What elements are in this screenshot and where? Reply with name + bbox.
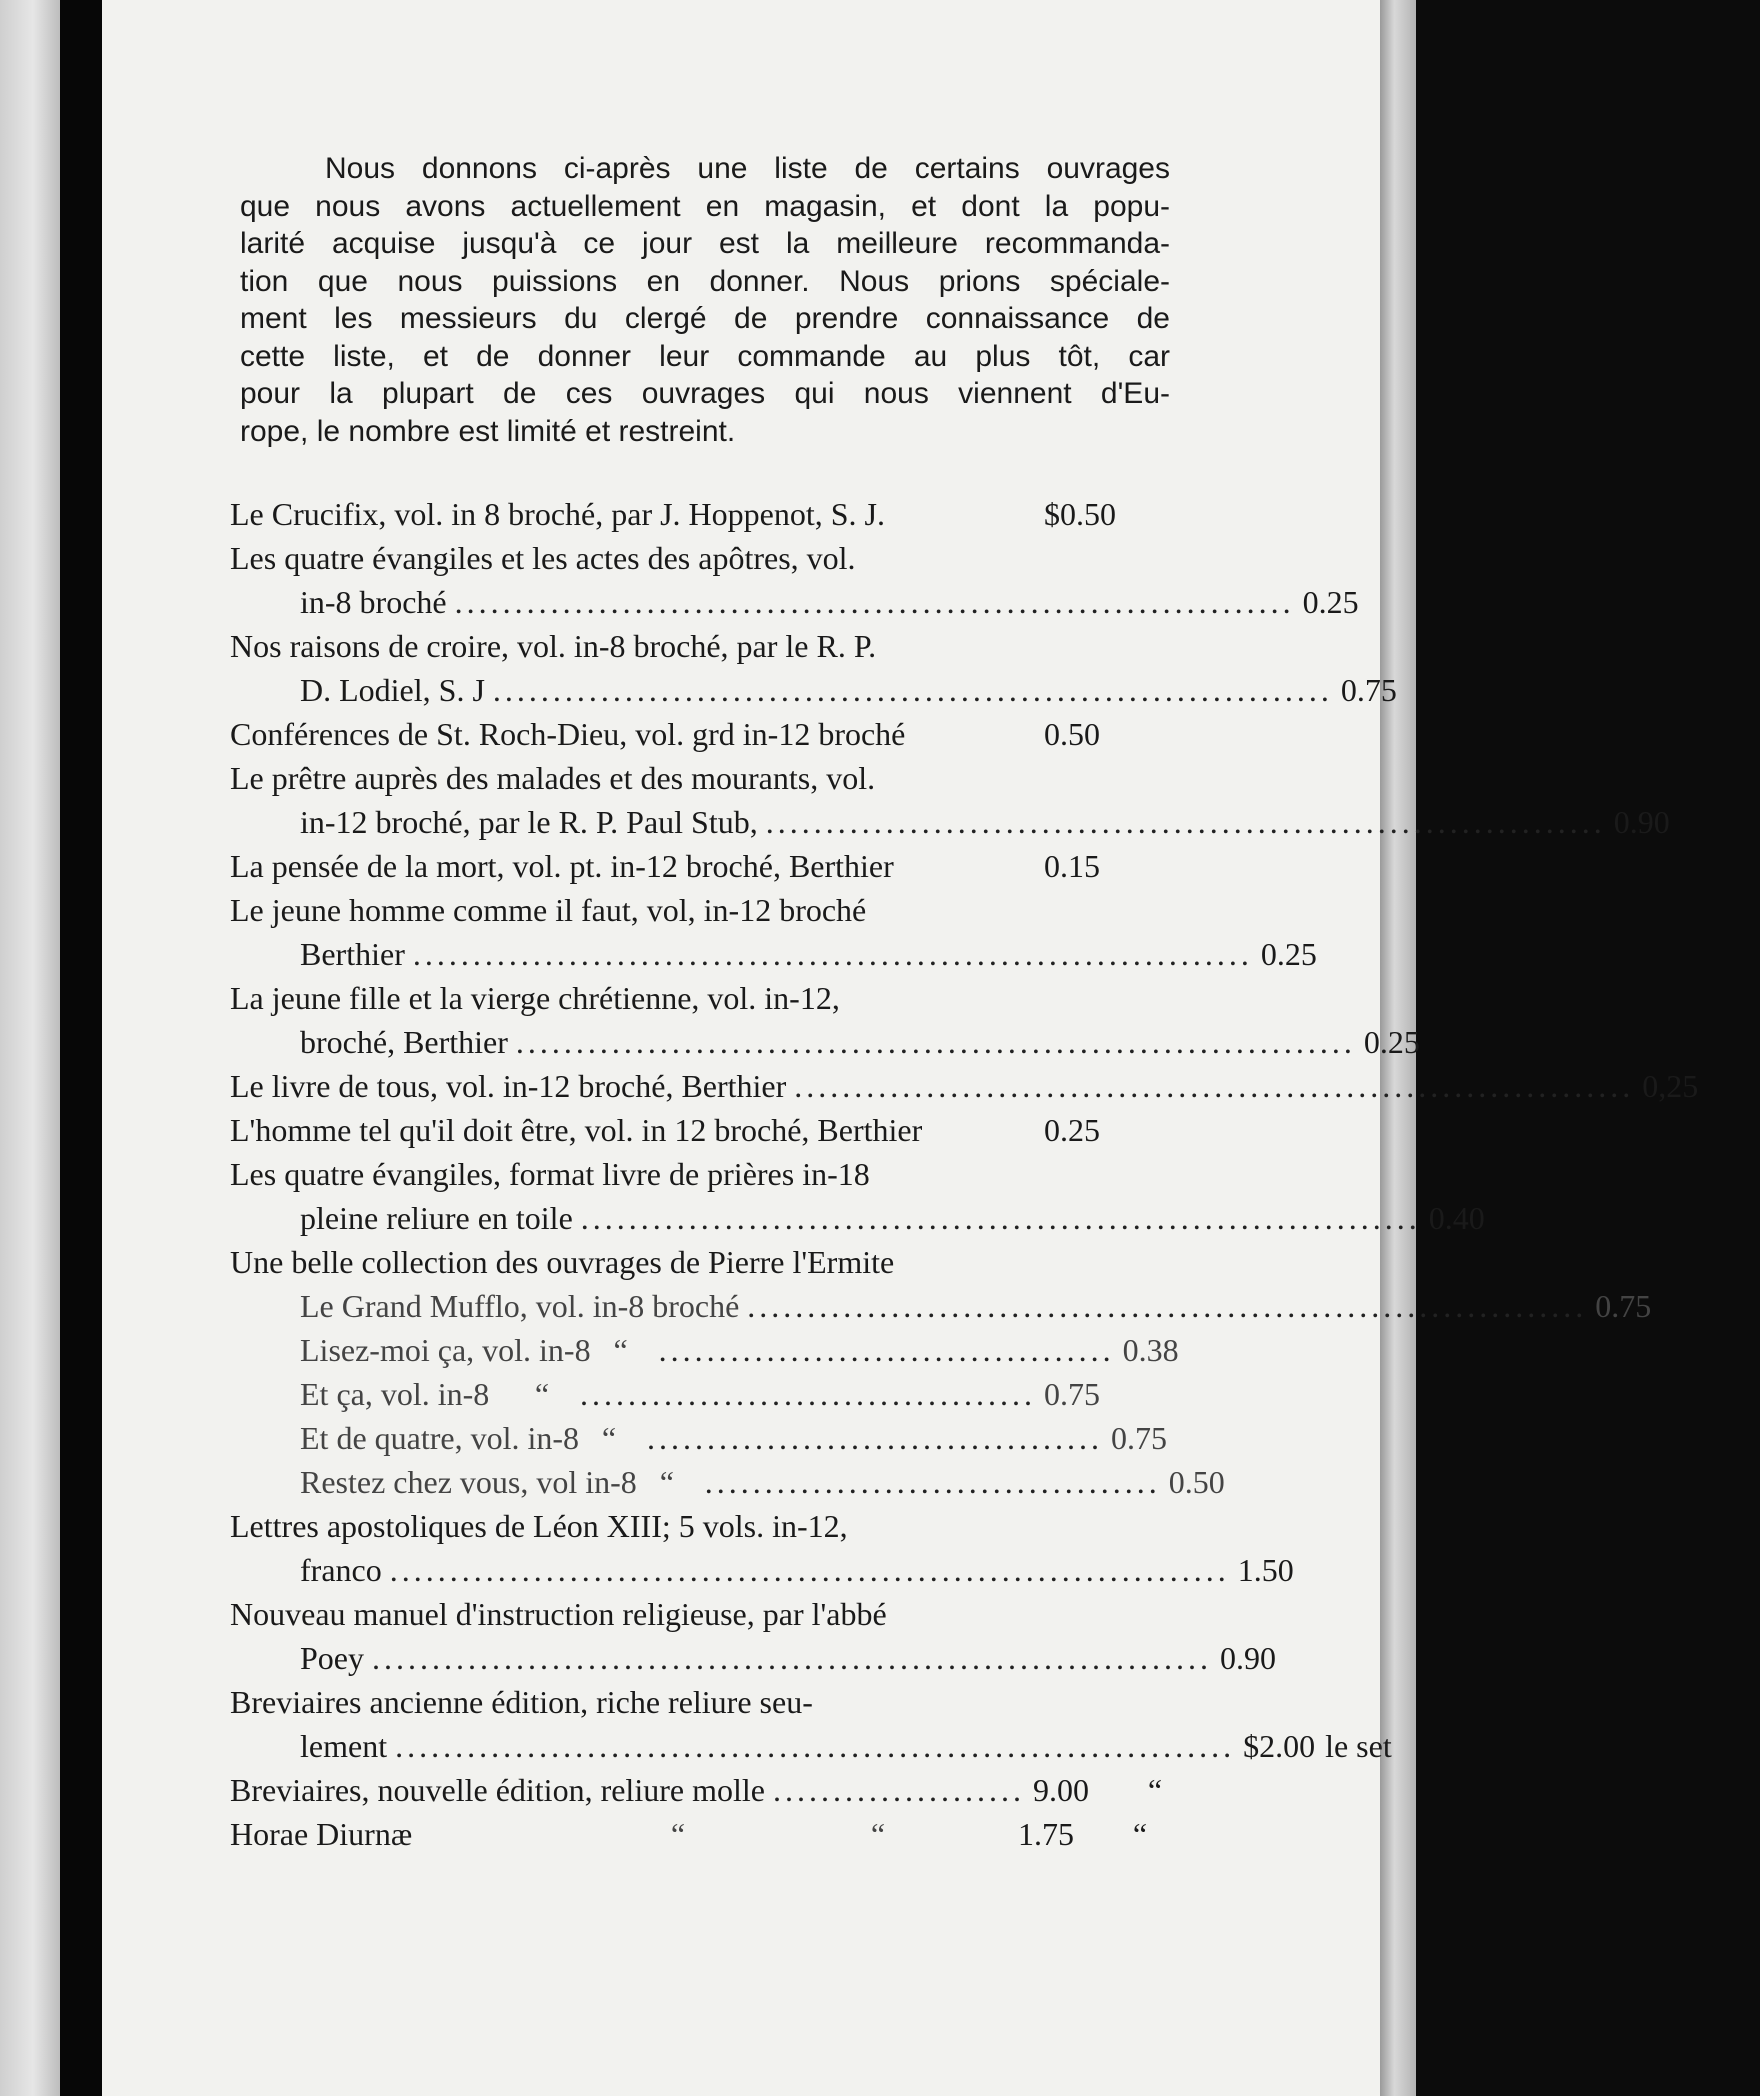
collection-item xyxy=(230,1416,1168,1460)
item-price: 0.38 xyxy=(1122,1332,1179,1368)
list-item xyxy=(230,712,1162,756)
item-price: $0.50 xyxy=(1044,496,1116,532)
leader-dots: ..................... xyxy=(772,1772,1025,1808)
leader-dots: ...................................................................... xyxy=(395,1728,1236,1764)
item-title: Breviaires, nouvelle édition, reliure molle xyxy=(230,1772,765,1808)
intro-paragraph xyxy=(240,150,1170,450)
item-title: Le livre de tous, vol. in-12 broché, Berthier xyxy=(230,1068,787,1104)
collection-item xyxy=(230,1372,1162,1416)
item-title: L'homme tel qu'il doit être, vol. in 12 broché, Berthier xyxy=(230,1112,923,1148)
item-title: Breviaires ancienne édition, riche reliure seu- xyxy=(230,1684,813,1720)
item-price: 0.25 xyxy=(1260,936,1317,972)
item-price: 0.15 xyxy=(1044,848,1100,884)
list-item xyxy=(230,1812,1162,1856)
item-title: Conférences de St. Roch-Dieu, vol. grd in-12 broché xyxy=(230,716,906,752)
list-item xyxy=(230,1680,1392,1768)
item-title-continued: pleine reliure en toile xyxy=(300,1200,573,1236)
collection-item xyxy=(230,1328,1179,1372)
leader-dots: ...................................................................... xyxy=(580,1200,1421,1236)
leader-dots: ...................................................................... xyxy=(747,1288,1588,1324)
item-title: Les quatre évangiles et les actes des apôtres, vol. xyxy=(230,540,856,576)
leader-dots: ...................................................................... xyxy=(515,1024,1356,1060)
list-item xyxy=(230,976,1420,1064)
intro-line: larité acquise jusqu'à ce jour est la meilleure recommanda- xyxy=(240,227,1170,260)
item-title-continued: lement xyxy=(300,1728,388,1764)
list-item xyxy=(230,888,1317,976)
item-title: Le prêtre auprès des malades et des mourants, vol. xyxy=(230,760,876,796)
ditto-mark: “ xyxy=(534,1376,550,1412)
item-title: Nos raisons de croire, vol. in-8 broché, par le R. P. xyxy=(230,628,877,664)
item-title-continued: D. Lodiel, S. J xyxy=(300,672,485,708)
leader-dots: ...................................... xyxy=(704,1464,1161,1500)
item-title-continued: broché, Berthier xyxy=(300,1024,508,1060)
leader-dots: ...................................................................... xyxy=(794,1068,1635,1104)
list-item xyxy=(230,844,1162,888)
book-price-list xyxy=(230,492,1699,1856)
item-title-continued: in-8 broché xyxy=(300,584,447,620)
leader-dots: ...................................................................... xyxy=(492,672,1333,708)
leader-dots: ...................................................................... xyxy=(372,1640,1212,1676)
collection-item xyxy=(230,1284,1652,1328)
item-title: Lettres apostoliques de Léon XIII; 5 vols. in-12, xyxy=(230,1508,848,1544)
intro-line: ment les messieurs du clergé de prendre connaissance de xyxy=(240,302,1170,335)
item-title: Le jeune homme comme il faut, vol, in-12 broché xyxy=(230,892,867,928)
list-item xyxy=(230,1768,1162,1812)
collection-heading: Une belle collection des ouvrages de Pierre l'Ermite xyxy=(230,1244,895,1280)
item-title: Et de quatre, vol. in-8 xyxy=(300,1420,580,1456)
item-title: Lisez-moi ça, vol. in-8 xyxy=(300,1332,591,1368)
intro-line: tion que nous puissions en donner. Nous prions spéciale- xyxy=(240,264,1170,298)
item-title-continued: franco xyxy=(300,1552,382,1588)
ditto-mark: “ xyxy=(1147,1772,1163,1808)
item-price: 9.00 xyxy=(1032,1772,1089,1808)
list-item xyxy=(230,1064,1699,1108)
ditto-mark: “ xyxy=(601,1420,617,1456)
intro-line: cette liste, et de donner leur commande au plus tôt, car xyxy=(240,339,1170,373)
item-price: 0.40 xyxy=(1428,1200,1485,1236)
leader-dots: ...................................................................... xyxy=(454,584,1295,620)
ditto-mark: “ xyxy=(870,1816,886,1852)
collection-item xyxy=(230,1460,1225,1504)
item-price: 1.75 xyxy=(1018,1816,1074,1852)
item-title: Restez chez vous, vol in-8 xyxy=(300,1464,637,1500)
item-price: 1.50 xyxy=(1237,1552,1294,1588)
item-price: 0.50 xyxy=(1044,716,1100,752)
ditto-mark: “ xyxy=(613,1332,628,1368)
item-title: Et ça, vol. in-8 xyxy=(300,1376,490,1412)
item-title-continued: Poey xyxy=(300,1640,364,1676)
leader-dots: ...................................... xyxy=(580,1376,1036,1412)
leader-dots: ...................................................................... xyxy=(765,804,1606,840)
list-item xyxy=(230,1152,1485,1240)
intro-line: que nous avons actuellement en magasin, et dont la popu- xyxy=(240,189,1170,223)
intro-line: Nous donnons ci-après une liste de certains ouvrages xyxy=(325,152,1170,185)
item-title: La pensée de la mort, vol. pt. in-12 broché, Berthier xyxy=(230,848,894,884)
item-title: Le Crucifix, vol. in 8 broché, par J. Hoppenot, S. J. xyxy=(230,496,885,532)
item-price: 0.75 xyxy=(1111,1420,1168,1456)
leader-dots: ...................................................................... xyxy=(389,1552,1230,1588)
list-item xyxy=(230,492,1162,536)
item-title-continued: in-12 broché, par le R. P. Paul Stub, xyxy=(300,804,758,840)
item-title: Horae Diurnæ xyxy=(230,1816,413,1852)
list-item xyxy=(230,756,1670,844)
item-title: Le Grand Mufflo, vol. in-8 broché xyxy=(300,1288,740,1324)
item-price: 0.90 xyxy=(1613,804,1670,840)
item-price: 0.50 xyxy=(1168,1464,1225,1500)
item-price: 0.75 xyxy=(1595,1288,1652,1324)
list-item xyxy=(230,1504,1294,1592)
ditto-mark: “ xyxy=(1132,1816,1148,1852)
book-gutter xyxy=(60,0,102,2096)
adjacent-page-edge xyxy=(0,0,60,2096)
item-price: 0.75 xyxy=(1340,672,1397,708)
item-title: Les quatre évangiles, format livre de prières in-18 xyxy=(230,1156,870,1192)
leader-dots: ...................................... xyxy=(647,1420,1104,1456)
leader-dots: ...................................... xyxy=(658,1332,1115,1368)
item-title: Nouveau manuel d'instruction religieuse, par l'abbé xyxy=(230,1596,887,1632)
item-price: 0.25 xyxy=(1302,584,1359,620)
item-price: $2.00 xyxy=(1243,1728,1316,1764)
item-title: La jeune fille et la vierge chrétienne, vol. in-12, xyxy=(230,980,840,1016)
list-item xyxy=(230,624,1397,712)
ditto-mark: “ xyxy=(670,1816,686,1852)
intro-line: rope, le nombre est limité et restreint. xyxy=(240,414,736,448)
intro-line: pour la plupart de ces ouvrages qui nous viennent d'Eu- xyxy=(240,377,1170,410)
leader-dots: ...................................................................... xyxy=(412,936,1253,972)
collection-group xyxy=(230,1240,1652,1504)
price-unit: le set xyxy=(1325,1728,1392,1764)
item-price: 0.75 xyxy=(1044,1376,1100,1412)
list-item xyxy=(230,1108,1162,1152)
ditto-mark: “ xyxy=(659,1464,674,1500)
item-price: 0.25 xyxy=(1363,1024,1420,1060)
item-price: 0.90 xyxy=(1220,1640,1276,1676)
item-price: 0,25 xyxy=(1642,1068,1699,1104)
list-item xyxy=(230,1592,1276,1680)
item-title-continued: Berthier xyxy=(300,936,405,972)
list-item xyxy=(230,536,1359,624)
item-price: 0.25 xyxy=(1044,1112,1100,1148)
